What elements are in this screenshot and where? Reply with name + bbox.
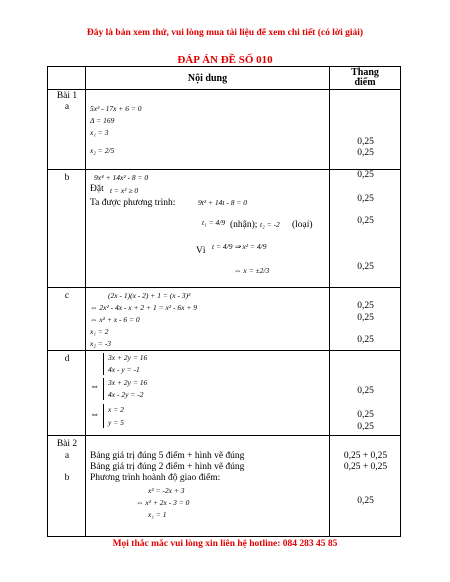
math-line: 5x² - 17x + 6 = 0: [90, 104, 142, 113]
text-dat: Đặt: [90, 184, 104, 194]
answer-table: [47, 66, 401, 537]
table-row-bai1-c: [48, 288, 401, 351]
bai2-a-label: a: [64, 451, 70, 461]
system-brace: [103, 378, 104, 400]
table-row-bai1-d: [48, 351, 401, 436]
score: 0,25: [357, 148, 374, 158]
header-score: Thang điểm: [330, 67, 401, 90]
math-line: ⇔ 2x² - 4x - x + 2 + 1 = x² - 6x + 9: [90, 303, 198, 312]
table-row-bai1-b: [48, 170, 401, 288]
bai1-b-label: b: [64, 173, 70, 183]
score: 0,25: [357, 496, 374, 506]
header-content: Nội dung: [86, 67, 330, 90]
math-line: 9t² + 14t - 8 = 0: [198, 198, 248, 207]
math-line: x₁ = 3: [90, 128, 109, 137]
system-brace: [103, 353, 104, 375]
math-line: x² = -2x + 3: [148, 486, 185, 495]
score: 0,25 + 0,25: [343, 462, 388, 472]
math-line: x = 2: [108, 405, 124, 414]
score: 0,25: [357, 262, 374, 272]
math-line: t₁ = 4/9: [202, 218, 226, 227]
math-line: x₁ = 2: [90, 327, 109, 336]
math-line: 4x - y = -1: [108, 365, 140, 374]
score: 0,25: [357, 335, 374, 345]
math-line: 9x⁴ + 14x² - 8 = 0: [94, 173, 149, 182]
score: 0,25: [357, 194, 374, 204]
document-title: ĐÁP ÁN ĐỀ SỐ 010: [177, 54, 273, 66]
math-line: t₂ = -2: [260, 220, 280, 229]
math-line: 4x - 2y = -2: [108, 390, 144, 399]
math-line: x₂ = 2/5: [90, 146, 115, 155]
equiv-arrow: ⇔: [90, 410, 100, 420]
text-nhan: (nhận);: [230, 220, 258, 230]
math-line: 3x + 2y = 16: [108, 353, 148, 362]
math-line: y = 5: [108, 418, 124, 427]
equiv-arrow: ⇔: [90, 382, 100, 392]
math-line: t = 4/9 ⇒ x² = 4/9: [212, 242, 267, 251]
math-line: ⇔ x = ±2/3: [234, 266, 270, 275]
text-vi: Vì: [196, 246, 206, 256]
bai2-label: Bài 2: [56, 439, 78, 449]
text-loai: (loại): [292, 220, 313, 230]
score: 0,25: [357, 170, 374, 180]
table-row-bai1-a: [48, 90, 401, 170]
text-line: Bảng giá trị đúng 5 điểm + hình vẽ đúng: [90, 451, 245, 461]
bai1-label: Bài 1: [56, 91, 78, 101]
table-header-row: [48, 67, 401, 90]
text-line: Phương trình hoành độ giao điểm:: [90, 473, 221, 483]
math-line: x₁ = 1: [148, 510, 167, 519]
score: 0,25: [357, 422, 374, 432]
bai2-b-label: b: [64, 473, 70, 483]
system-brace: [103, 404, 104, 428]
score: 0,25: [357, 386, 374, 396]
text-taduoc: Ta được phương trình:: [90, 198, 176, 208]
text-line: Bảng giá trị đúng 2 điểm + hình vẽ đúng: [90, 462, 245, 472]
score: 0,25: [357, 216, 374, 226]
score: 0,25: [357, 410, 374, 420]
math-line: 3x + 2y = 16: [108, 378, 148, 387]
math-line: Δ = 169: [90, 116, 115, 125]
math-line: (2x - 1)(x - 2) + 1 = (x - 3)²: [108, 291, 191, 300]
score: 0,25: [357, 301, 374, 311]
promo-banner-bottom: Mọi thắc mắc vui lòng xin liên hệ hotline: 084 283 45 85: [112, 539, 338, 549]
promo-banner-top: Đây là bản xem thử, vui lòng mua tài liệu để xem chi tiết (có lời giải): [86, 28, 364, 38]
bai1-c-label: c: [64, 291, 70, 301]
bai1-d-label: d: [64, 354, 70, 364]
score: 0,25: [357, 137, 374, 147]
score: 0,25: [357, 313, 374, 323]
math-line: t = x² ≥ 0: [110, 186, 139, 195]
math-line: ⇔ x² + x - 6 = 0: [90, 315, 140, 324]
bai1-a-label: a: [64, 102, 70, 112]
score: 0,25 + 0,25: [343, 451, 388, 461]
math-line: x₂ = -3: [90, 339, 111, 348]
math-line: ⇔ x² + 2x - 3 = 0: [136, 498, 190, 507]
table-row-bai2: [48, 436, 401, 537]
